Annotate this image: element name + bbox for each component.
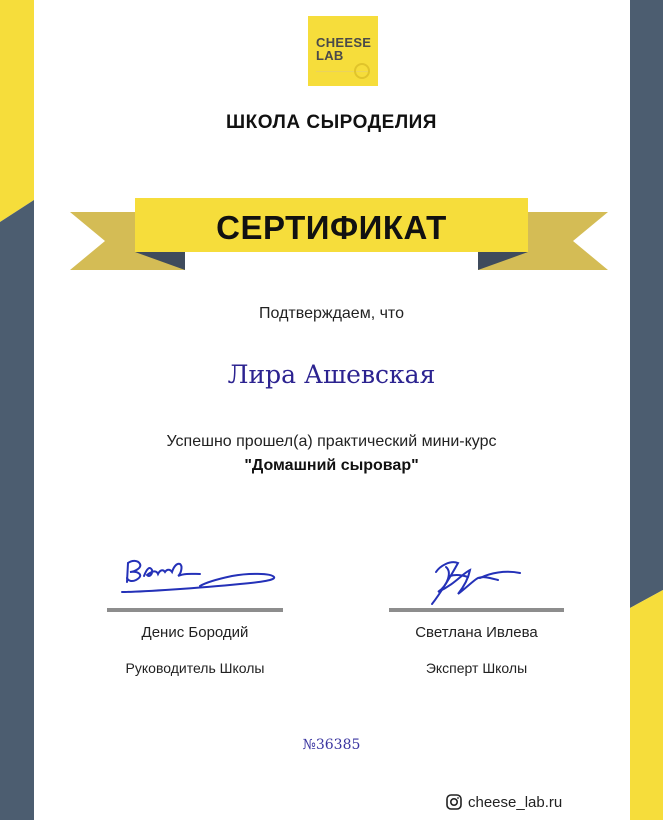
right-stripe-yellow bbox=[630, 590, 663, 820]
school-title: ШКОЛА СЫРОДЕЛИЯ bbox=[226, 112, 437, 133]
course-description bbox=[0, 430, 663, 478]
logo-line-1: CHEESE bbox=[316, 35, 372, 50]
confirm-text: Подтверждаем, что bbox=[259, 305, 404, 322]
left-stripe-yellow bbox=[0, 0, 34, 222]
signatory-name-right: Светлана Ивлева bbox=[415, 624, 538, 641]
instagram-handle[interactable]: cheese_lab.ru bbox=[468, 793, 563, 811]
signature-line-right bbox=[389, 608, 564, 612]
left-stripe-slate bbox=[0, 200, 34, 820]
course-title: "Домашний сыровар" bbox=[244, 457, 419, 474]
signatory-name-left: Денис Бородий bbox=[141, 624, 249, 641]
right-stripe-slate bbox=[630, 0, 663, 608]
certificate-number: №36385 bbox=[302, 737, 361, 753]
course-line: Успешно прошел(а) практический мини-курс bbox=[166, 433, 497, 450]
signatory-role-right: Эксперт Школы bbox=[425, 660, 528, 676]
logo-text bbox=[316, 36, 371, 62]
logo-line-2: LAB bbox=[316, 48, 344, 63]
certificate-title: СЕРТИФИКАТ bbox=[216, 209, 447, 246]
signatory-role-left: Руководитель Школы bbox=[125, 660, 265, 676]
logo-circle-icon bbox=[354, 63, 370, 79]
signature-line-left bbox=[107, 608, 283, 612]
cheese-lab-logo bbox=[308, 16, 378, 86]
instagram-icon bbox=[446, 794, 462, 810]
instagram-link[interactable] bbox=[446, 792, 562, 812]
recipient-name: Лира Ашевская bbox=[227, 360, 436, 389]
